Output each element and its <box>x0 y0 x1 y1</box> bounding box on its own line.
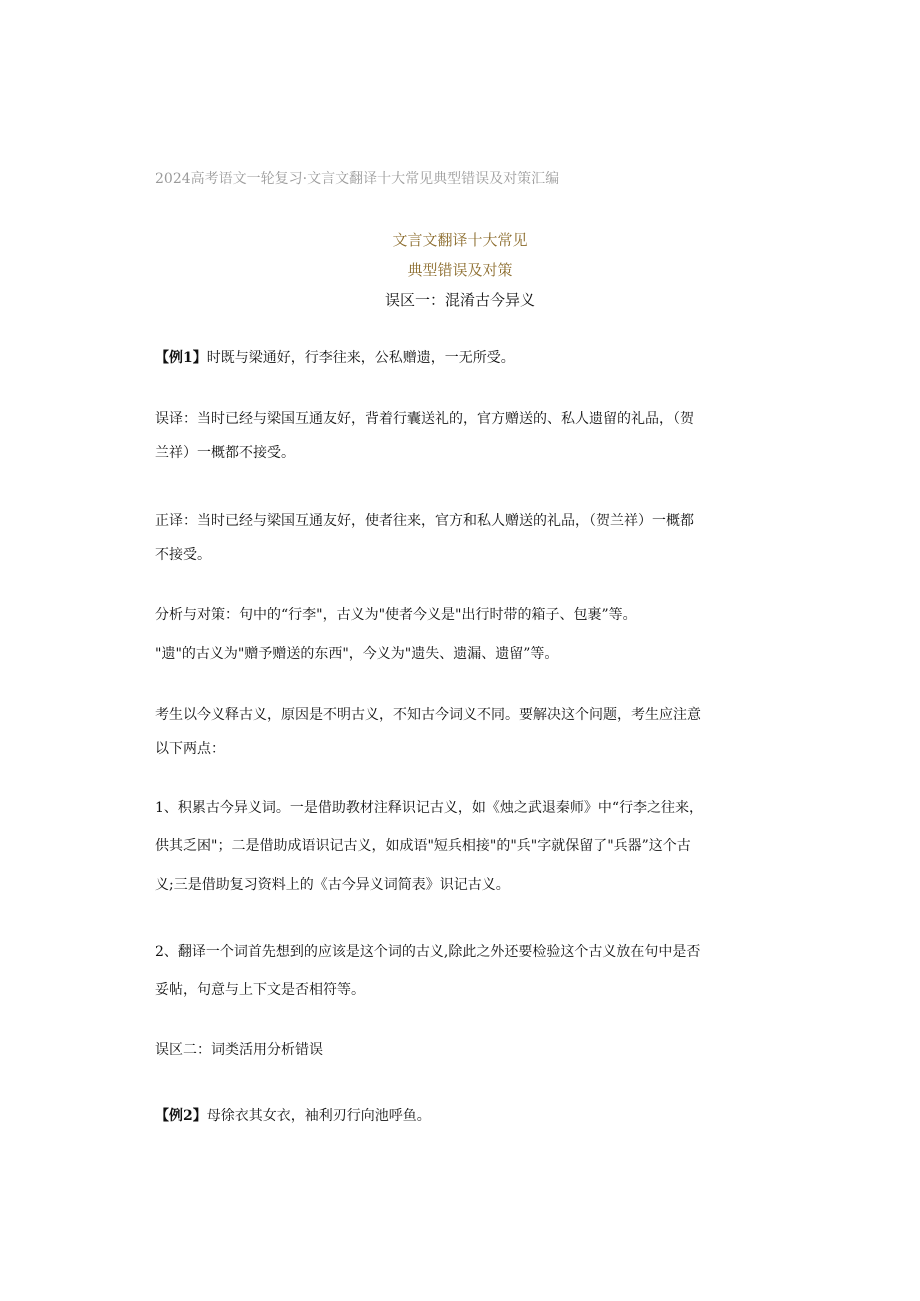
document-header: 2024高考语文一轮复习·文言文翻译十大常见典型错误及对策汇编 <box>155 171 560 187</box>
point-2-line-1: 2、翻译一个词首先想到的应该是这个词的古义,除此之外还要检验这个古义放在句中是否 <box>155 944 701 960</box>
paragraph-1-line-1: 考生以今义释古义，原因是不明古义，不知古今词义不同。要解决这个问题，考生应注意 <box>155 707 701 723</box>
example-1-label: 【例1】 <box>155 350 207 366</box>
point-2-line-2: 妥帖，句意与上下文是否相符等。 <box>155 982 365 998</box>
example-2 <box>155 1107 431 1125</box>
wrong-translation-line-1: 误译：当时已经与梁国互通友好，背着行囊送礼的，官方赠送的、私人遗留的礼品，（贺 <box>155 411 694 427</box>
correct-translation-line-2: 不接受。 <box>155 547 211 563</box>
example-2-label: 【例2】 <box>155 1108 207 1124</box>
example-1-text: 时既与梁通好，行李往来，公私赠遗，一无所受。 <box>206 350 515 366</box>
example-1 <box>155 349 515 367</box>
correct-translation-line-1: 正译：当时已经与梁国互通友好，使者往来，官方和私人赠送的礼品，（贺兰祥）一概都 <box>155 513 694 529</box>
example-2-text: 母徐衣其女衣，袖利刃行向池呼鱼。 <box>206 1108 431 1124</box>
wrong-translation-line-2: 兰祥）一概都不接受。 <box>155 445 295 461</box>
point-1-line-3: 义;三是借助复习资料上的《古今异义词简表》识记古义。 <box>155 877 510 893</box>
section-heading-2: 误区二：词类活用分析错误 <box>155 1042 323 1058</box>
paragraph-1-line-2: 以下两点： <box>155 741 225 757</box>
title-line-2: 典型错误及对策 <box>407 261 513 279</box>
point-1-line-2: 供其乏困"；二是借助成语识记古义，如成语"短兵相接"的"兵"字就保留了"兵器”这个古 <box>155 838 691 854</box>
section-heading-1: 误区一：混淆古今异义 <box>384 291 535 309</box>
analysis-line-1: 分析与对策：句中的“行李"，古义为"使者今义是"出行时带的箱子、包裹”等。 <box>155 607 637 623</box>
title-line-1: 文言文翻译十大常见 <box>392 231 528 249</box>
point-1-line-1: 1、积累古今异义词。一是借助教材注释识记古义，如《烛之武退秦师》中“行李之往来， <box>155 800 704 816</box>
analysis-line-2: "遗"的古义为"赠予赠送的东西"，今义为"遗失、遗漏、遗留”等。 <box>155 646 559 662</box>
